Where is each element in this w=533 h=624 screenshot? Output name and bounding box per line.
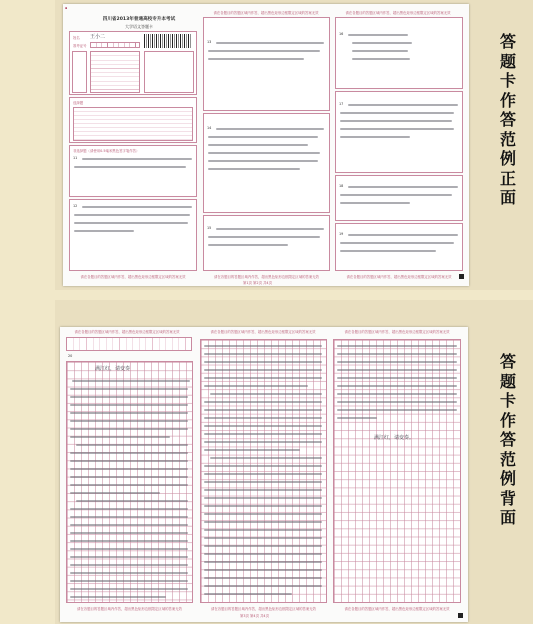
- exam-title: 四川省2013年普通高校专升本考试: [102, 17, 176, 22]
- choice-bubbles: [73, 107, 193, 141]
- caption-char: 范: [499, 129, 516, 149]
- caption-char: 面: [499, 188, 516, 207]
- essay-grid-2: [200, 339, 327, 603]
- q16-number: 16: [339, 32, 344, 36]
- caption-char: 卡: [499, 71, 516, 90]
- front-corner-mark: [459, 274, 464, 279]
- caption-char: 范: [499, 449, 516, 469]
- question-14-box: [203, 113, 330, 213]
- question-16-box: [335, 17, 463, 89]
- front-footer-note-2: 请在各题目的答题区域内作答，超出黑色矩形边框限定区域的答案无效: [213, 275, 320, 279]
- caption-char: 题: [499, 51, 516, 71]
- question-13-box: [203, 17, 330, 111]
- choice-section: [69, 97, 197, 143]
- caption-char: 卡: [499, 391, 516, 410]
- back-header-note-1: 请在各题目的答题区域内作答，超出黑色矩形边框限定区域的答案无效: [74, 330, 180, 334]
- back-answer-sheet: [60, 327, 468, 622]
- id-label: 准考证号: [73, 44, 87, 48]
- essay-grid-3: [333, 339, 461, 603]
- caption-char: 答: [499, 430, 516, 449]
- back-label: [498, 352, 518, 528]
- caption-char: 题: [499, 371, 516, 391]
- caption-char: 作: [499, 90, 516, 110]
- q13-number: 13: [207, 40, 212, 44]
- barcode: [144, 34, 192, 48]
- back-header-note-3: 请在各题目的答题区域内作答，超出黑色矩形边框限定区域的答案无效: [344, 330, 450, 334]
- back-footer-note-2: 请在各题目的答题区域内作答，超出黑色矩形边框限定区域的答案无效: [210, 607, 317, 611]
- caption-char: 答: [499, 32, 516, 51]
- caption-char: 正: [499, 168, 516, 188]
- q17-number: 17: [339, 102, 344, 106]
- back-header-note-2: 请在各题目的答题区域内作答，超出黑色矩形边框限定区域的答案无效: [210, 330, 316, 334]
- caption-char: 面: [499, 508, 516, 527]
- question-18-box: [335, 175, 463, 221]
- question-12-box: [69, 199, 197, 271]
- caption-char: 作: [499, 410, 516, 430]
- essay-number: 20: [68, 354, 73, 358]
- question-17-box: [335, 91, 463, 173]
- name-value: 王小二: [90, 34, 106, 40]
- id-boxes: [90, 42, 140, 48]
- q14-number: 14: [207, 126, 212, 130]
- question-11-box: [69, 145, 197, 197]
- essay-title: 满江红，请变奏: [95, 366, 131, 372]
- front-footer-note-1: 请在各题目的答题区域内作答，超出黑色矩形边框限定区域的答案无效: [80, 275, 186, 279]
- caption-char: 例: [499, 149, 516, 168]
- front-answer-sheet: [63, 4, 469, 286]
- name-label: 姓名: [73, 36, 80, 40]
- exam-subject: 大学语文答题卡: [125, 24, 153, 29]
- back-page-info: 第3页 第4页 共4页: [240, 614, 269, 618]
- front-page-info: 第1页 第2页 共4页: [243, 281, 272, 285]
- back-corner-mark: [458, 613, 463, 618]
- caption-char: 答: [499, 352, 516, 371]
- bubble-grid: [90, 51, 140, 93]
- q18-number: 18: [339, 184, 344, 188]
- front-corner-marks: ▪: [65, 6, 68, 10]
- back-id-strip: [66, 337, 192, 351]
- back-footer-note-1: 请在各题目的答题区域内作答，超出黑色矩形边框限定区域的答案无效: [76, 607, 183, 611]
- question-19-box: [335, 223, 463, 271]
- q19-number: 19: [339, 232, 344, 236]
- choice-section-label: 选择题: [73, 101, 84, 105]
- back-footer-note-3: 请在各题目的答题区域内作答，超出黑色矩形边框限定区域的答案无效: [344, 607, 450, 611]
- sticker-area: [144, 51, 194, 93]
- q12-number: 12: [73, 204, 78, 208]
- question-15-box: [203, 215, 330, 271]
- front-label: [498, 32, 518, 208]
- front-footer-note-3: 请在各题目的答题区域内作答，超出黑色矩形边框限定区域的答案无效: [346, 275, 452, 279]
- student-info-box: [69, 31, 197, 95]
- left-info-column: [72, 51, 87, 93]
- front-header-note-2: 请在各题目的答题区域内作答，超出黑色矩形边框限定区域的答案无效: [213, 11, 319, 15]
- caption-char: 答: [499, 110, 516, 129]
- essay-closing: 满江红，请变奏。: [374, 435, 415, 441]
- caption-char: 背: [499, 488, 516, 508]
- q15-number: 15: [207, 226, 212, 230]
- front-header-note-3: 请在各题目的答题区域内作答，超出黑色矩形边框限定区域的答案无效: [345, 11, 451, 15]
- q11-number: 11: [73, 156, 78, 160]
- nonchoice-label: 非选择题（请使用0.5毫米黑色签字笔作答）: [73, 149, 140, 153]
- caption-char: 例: [499, 469, 516, 488]
